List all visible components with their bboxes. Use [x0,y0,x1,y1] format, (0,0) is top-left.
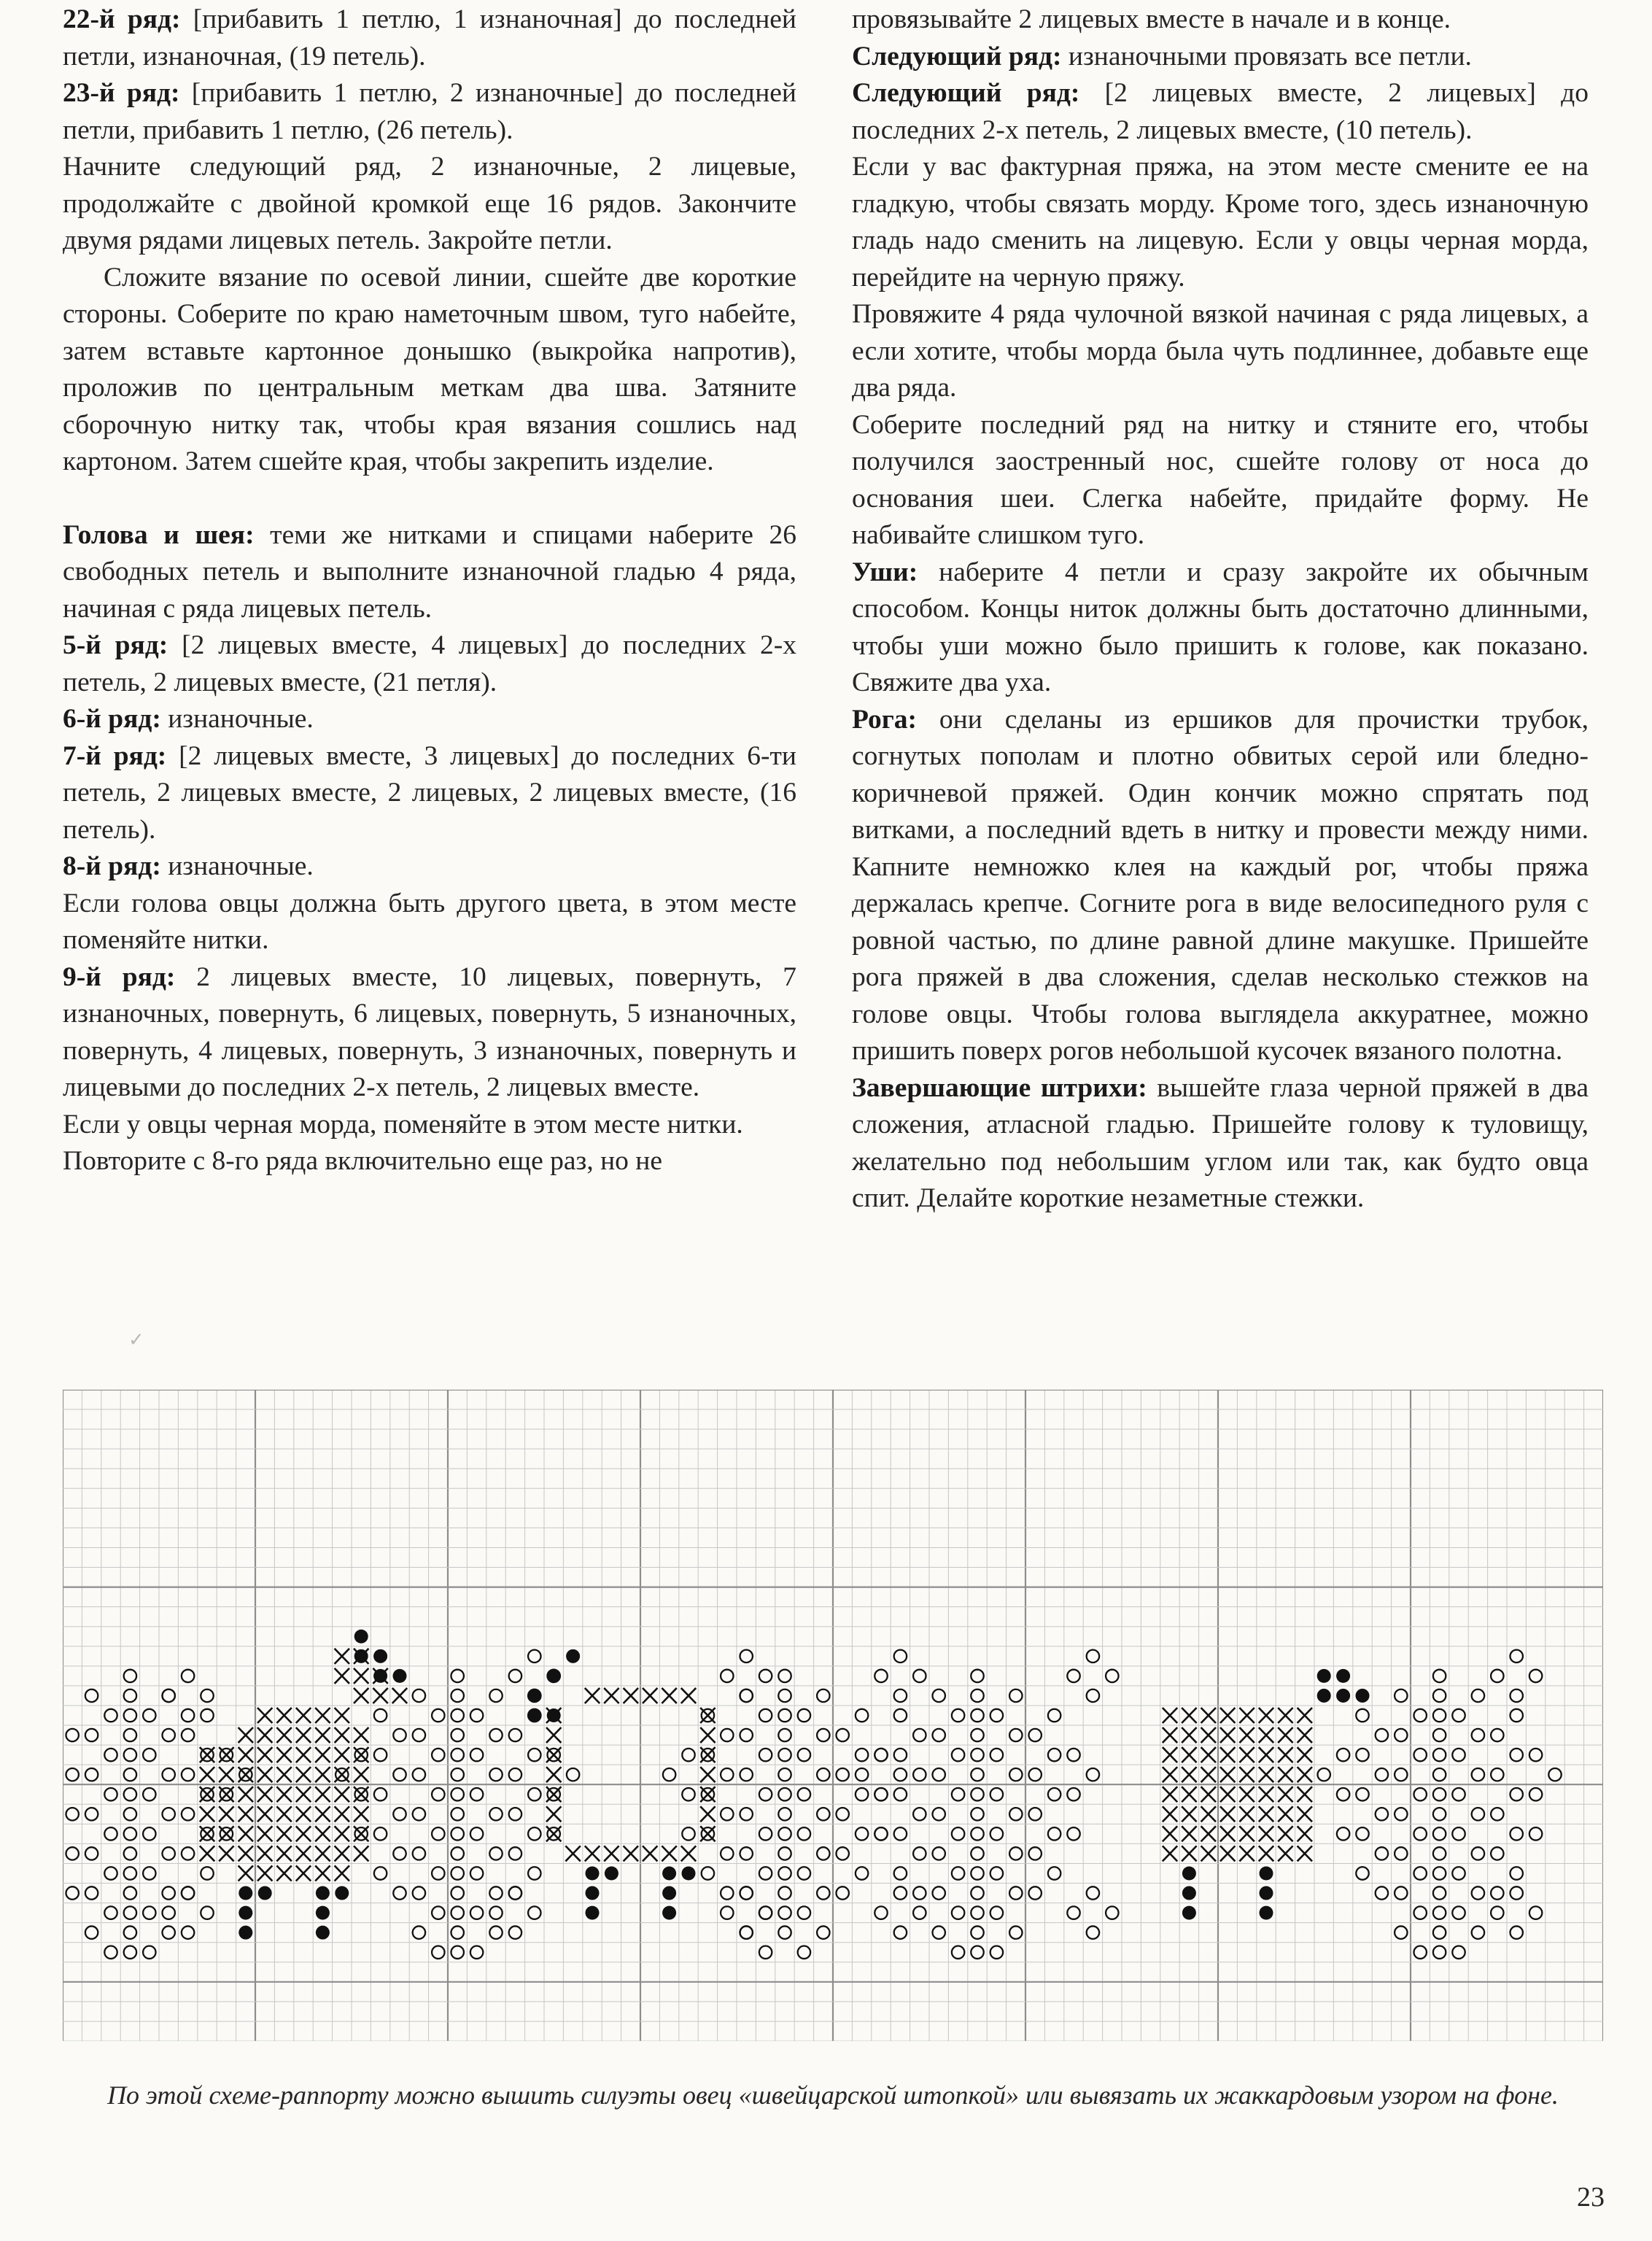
paragraph-ears: Уши: наберите 4 петли и сразу закройте их обычным способом. Концы ниток должны быть достаточно длинными, чтобы уши можно было пришить к голове, как показано. Свяжите два уха. [852,557,1589,697]
chart-dot-stitch [605,1866,618,1880]
chart-dot-stitch [1336,1689,1350,1703]
chart-dot-stitch [373,1669,387,1683]
chart-dot-stitch [662,1886,676,1900]
paragraph-row-7: 7-й ряд: [2 лицевых вместе, 3 лицевых] до последних 6-ти петель, 2 лицевых вместе, 2 лицевых, 2 лицевых вместе, (16 петель). [63,740,796,845]
chart-dot-stitch [1317,1689,1331,1703]
paragraph-assembly: Сложите вязание по осевой линии, сшейте две короткие стороны. Соберите по краю наметочным швом, туго набейте, затем вставьте картонное донышко (выкройка напротив), проложив по центральным меткам два шва. Затяните сборочную нитку так, чтобы края вязания сошлись над картоном. Затем сшейте края, чтобы закрепить изделие. [63,262,796,476]
chart-dot-stitch [527,1689,541,1703]
chart-dot-stitch [354,1649,368,1663]
paragraph-row-22: 22-й ряд: [прибавить 1 петлю, 1 изнаночная] до последней петли, изнаночная, (19 петель). [63,4,796,71]
chart-dot-stitch [547,1669,561,1683]
chart-dot-stitch [662,1866,676,1880]
chart-dot-stitch [316,1886,330,1900]
chart-dot-stitch [392,1669,406,1683]
paragraph-repeat: Повторите с 8-го ряда включительно еще раз, но не [63,1146,662,1176]
paragraph-row-6: 6-й ряд: изнаночные. [63,704,314,734]
paragraph-continue: провязывайте 2 лицевых вместе в начале и в конце. [852,4,1451,34]
paragraph-row-8: 8-й ряд: изнаночные. [63,851,314,881]
paragraph-row-5: 5-й ряд: [2 лицевых вместе, 4 лицевых] до последних 2-х петель, 2 лицевых вместе, (21 петля). [63,630,796,697]
chart-dot-stitch [662,1906,676,1920]
chart-dot-stitch [1259,1906,1273,1920]
paragraph-finishing: Завершающие штрихи: вышейте глаза черной пряжей в два сложения, атласной гладью. Пришейте голову к туловищу, желательно под небольшим углом или так, как будто овца спит. Делайте короткие незаметные стежки. [852,1072,1589,1213]
chart-dot-stitch [1317,1669,1331,1683]
stitch-chart-svg [63,1390,1603,2041]
chart-dot-stitch [547,1708,561,1722]
paragraph-head-color: Если голова овцы должна быть другого цвета, в этом месте поменяйте нитки. [63,888,796,955]
chart-dot-stitch [1182,1866,1196,1880]
scan-mark: ✓ [128,1329,144,1350]
chart-dot-stitch [527,1708,541,1722]
chart-dot-stitch [373,1649,387,1663]
paragraph-next-row-decrease: Следующий ряд: [2 лицевых вместе, 2 лицевых] до последних 2-х петель, 2 лицевых вместе, (10 петель). [852,78,1589,145]
paragraph-head-and-neck: Голова и шея: теми же нитками и спицами наберите 26 свободных петель и выполните изнаночной гладью 4 ряда, начиная с ряда лицевых петель. [63,519,796,624]
chart-dot-stitch [1182,1906,1196,1920]
chart-dot-stitch [681,1866,695,1880]
chart-dot-stitch [258,1886,272,1900]
paragraph-ribbing: Начните следующий ряд, 2 изнаночные, 2 лицевые, продолжайте с двойной кромкой еще 16 рядов. Закончите двумя рядами лицевых петель. Закройте петли. [63,152,796,255]
chart-dot-stitch [239,1926,252,1940]
paragraph-stocking-stitch: Провяжите 4 ряда чулочной вязкой начиная с ряда лицевых, а если хотите, чтобы морда была чуть подлиннее, добавьте еще два ряда. [852,299,1589,403]
chart-dot-stitch [1182,1886,1196,1900]
paragraph-black-face: Если у овцы черная морда, поменяйте в этом месте нитки. [63,1109,743,1139]
left-text-column [63,1,796,1180]
chart-dot-stitch [585,1906,599,1920]
chart-dot-stitch [316,1906,330,1920]
chart-dot-stitch [1259,1866,1273,1880]
right-text-column [852,1,1589,1218]
stitch-chart [63,1390,1603,2041]
chart-dot-stitch [1355,1689,1369,1703]
chart-dot-stitch [1259,1886,1273,1900]
paragraph-row-9: 9-й ряд: 2 лицевых вместе, 10 лицевых, повернуть, 7 изнаночных, повернуть, 6 лицевых, повернуть, 5 изнаночных, повернуть, 4 лицевых, повернуть, 3 изнаночных, повернуть и лицевыми до последних 2-х петель, 2 лицевых вместе. [63,961,796,1102]
paragraph-row-23: 23-й ряд: [прибавить 1 петлю, 2 изнаночные] до последней петли, прибавить 1 петлю, (26 петель). [63,78,796,145]
chart-dot-stitch [585,1866,599,1880]
chart-caption: По этой схеме-раппорту можно вышить силуэты овец «швейцарской штопкой» или вывязать их жаккардовым узором на фоне. [107,2081,1559,2110]
chart-dot-stitch [239,1906,252,1920]
page-number: 23 [1577,2182,1605,2213]
paragraph-yarn-change: Если у вас фактурная пряжа, на этом месте смените ее на гладкую, чтобы связать морду. Кроме того, здесь изнаночную гладь надо сменить на лицевую. Если у овцы черная морда, перейдите на черную пряжу. [852,152,1589,293]
chart-dot-stitch [1336,1669,1350,1683]
chart-dot-stitch [566,1649,580,1663]
chart-dot-stitch [585,1886,599,1900]
chart-dot-stitch [354,1630,368,1644]
chart-dot-stitch [316,1926,330,1940]
paragraph-next-row-purl: Следующий ряд: изнаночными провязать все петли. [852,41,1472,71]
paragraph-horns: Рога: они сделаны из ершиков для прочистки трубок, согнутых пополам и плотно обвитых серой или бледно-коричневой пряжей. Один кончик можно спрятать под витками, а последний вдеть в нитку и провести между ними. Капните немножко клея на каждый рог, чтобы пряжа держалась крепче. Согните рога в виде велосипедного руля с ровной частью, по длине равной длине макушке. Пришейте рога пряжей в два сложения, сделав несколько стежков на голове овцы. Чтобы голова выглядела аккуратнее, можно пришить поверх рогов небольшой кусочек вязаного полотна. [852,704,1589,1066]
paragraph-nose: Соберите последний ряд на нитку и стяните его, чтобы получился заостренный нос, сшейте голову от носа до основания шеи. Слегка набейте, придайте форму. Не набивайте слишком туго. [852,409,1589,550]
chart-dot-stitch [239,1886,252,1900]
chart-dot-stitch [335,1886,349,1900]
